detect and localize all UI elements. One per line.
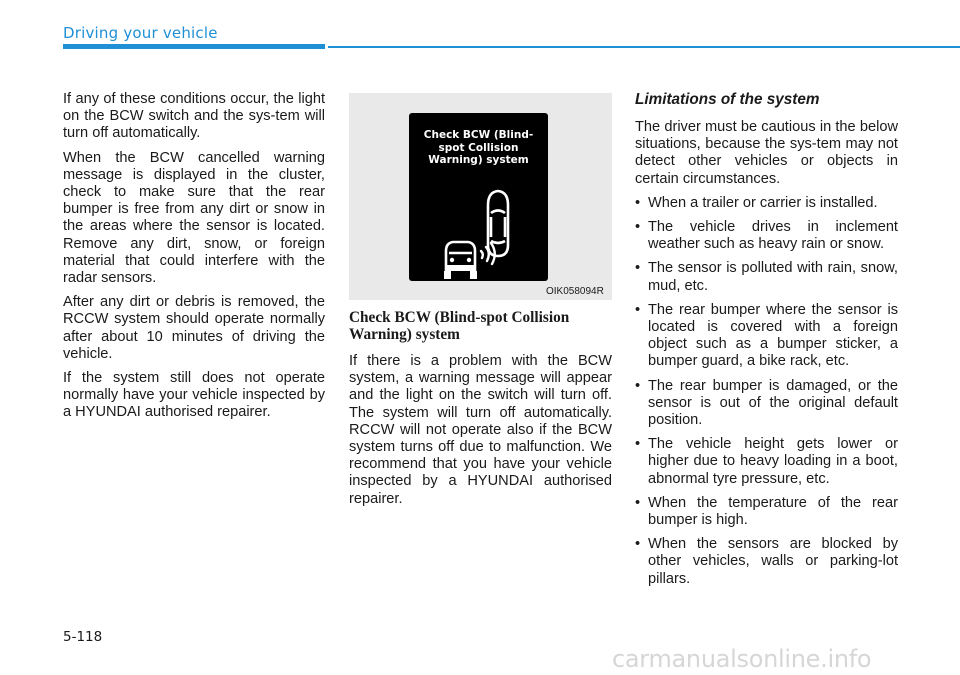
cluster-warning-figure — [349, 93, 612, 300]
list-item: • The vehicle drives in inclement weather such as heavy rain or snow. — [635, 219, 898, 253]
limitations-list — [635, 195, 898, 588]
car-front-icon — [444, 242, 477, 279]
car-top-icon — [488, 191, 508, 256]
column-left — [63, 91, 325, 429]
page-number: 5-118 — [63, 629, 103, 645]
column-middle — [349, 309, 612, 515]
list-item: • The vehicle height gets lower or higher due to heavy loading in a boot, abnormal tyre pressure, etc. — [635, 436, 898, 488]
cluster-message-line: Check BCW (Blind- — [423, 129, 534, 141]
paragraph: If the system still does not operate normally have your vehicle inspected by a HYUNDAI authorised repairer. — [63, 370, 325, 421]
header-rule-thick — [63, 44, 325, 49]
paragraph: When the BCW cancelled warning message is displayed in the cluster, check to make sure that the rear bumper is free from any dirt or snow in the areas where the sensor is located. Remove any dirt, snow, or foreign material that could interfere with the radar sensors. — [63, 149, 325, 287]
paragraph: If any of these conditions occur, the light on the BCW switch and the sys-tem will turn off automatically. — [63, 91, 325, 142]
list-item: • The rear bumper where the sensor is located is covered with a foreign object such as a bumper sticker, a bumper guard, a bike rack, etc. — [635, 302, 898, 371]
blind-spot-warning-icon — [409, 113, 548, 281]
header-rule-thin — [328, 46, 960, 48]
list-item: • The sensor is polluted with rain, snow, mud, etc. — [635, 260, 898, 294]
list-item: • The rear bumper is damaged, or the sensor is out of the original default position. — [635, 378, 898, 430]
paragraph: If there is a problem with the BCW system, a warning message will appear and the light on the switch will turn off. The system will turn off automatically. RCCW will not operate also if the BCW system turns off due to malfunction. We recommend that you have your vehicle inspected by a HYUNDAI authorised repairer. — [349, 353, 612, 507]
subsection-heading: Check BCW (Blind-spot Collision Warning) system — [349, 309, 570, 343]
section-title: Driving your vehicle — [63, 24, 218, 42]
cluster-message-line: spot Collision — [438, 141, 519, 154]
paragraph: The driver must be cautious in the below situations, because the sys-tem may not detect other vehicles or objects in certain circumstances. — [635, 119, 898, 187]
figure-code: OIK058094R — [546, 286, 604, 297]
cluster-display — [409, 113, 548, 281]
list-item: • When a trailer or carrier is installed. — [635, 195, 898, 212]
column-right — [635, 91, 898, 595]
list-item: • When the temperature of the rear bumper is high. — [635, 495, 898, 529]
list-item: • When the sensors are blocked by other vehicles, walls or parking-lot pillars. — [635, 536, 898, 588]
watermark: carmanualsonline.info — [612, 645, 872, 673]
cluster-message-line: Warning) system — [428, 154, 529, 166]
subsection-heading: Limitations of the system — [635, 91, 820, 108]
paragraph: After any dirt or debris is removed, the RCCW system should operate normally after about 10 minutes of driving the vehicle. — [63, 294, 325, 362]
